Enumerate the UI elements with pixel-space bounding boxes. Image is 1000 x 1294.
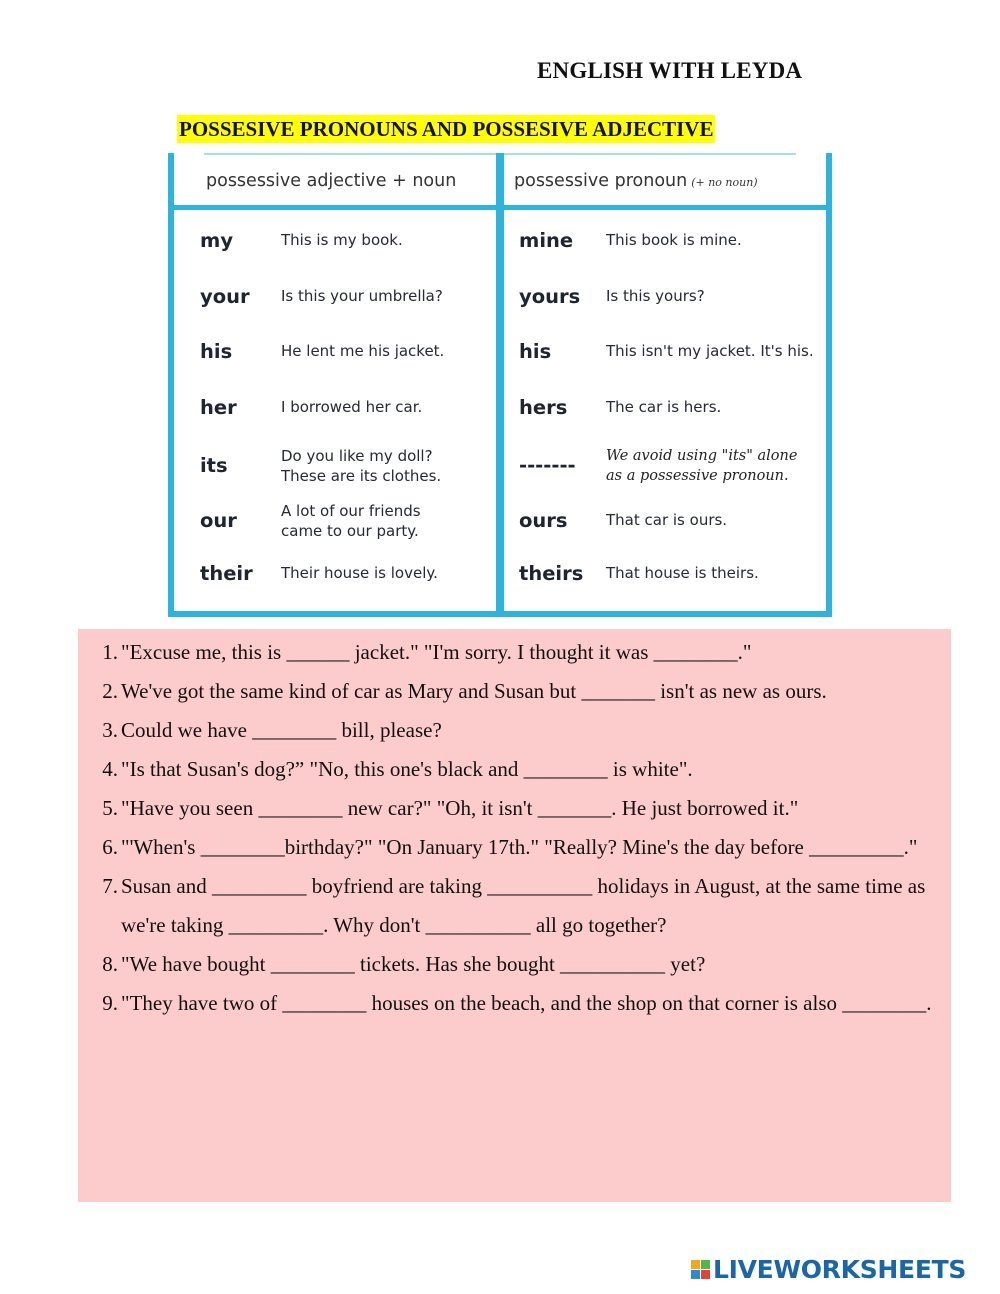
pronoun-example: That car is ours. (606, 511, 728, 529)
adjective-example: Their house is lovely. (281, 564, 438, 582)
exercise-item (78, 750, 951, 789)
exercise-list (78, 633, 951, 1023)
exercise-text: "Is that Susan's dog?” "No, this one's black and ________ is white". (121, 757, 693, 781)
exercise-text: Could we have ________ bill, please? (121, 718, 442, 742)
table-row (174, 502, 826, 545)
liveworksheets-logo[interactable] (691, 1254, 966, 1284)
logo-mark-icon (691, 1260, 710, 1279)
pronoun-heading-note: (+ no noun) (691, 176, 758, 189)
adjective-word: their (200, 562, 253, 585)
exercise-number: 6. (102, 835, 118, 859)
exercise-number: 2. (102, 679, 118, 703)
exercise-item (78, 867, 951, 945)
exercise-number: 3. (102, 718, 118, 742)
exercise-number: 4. (102, 757, 118, 781)
pronoun-example: This isn't my jacket. It's his. (606, 342, 814, 360)
pronoun-word: ours (519, 509, 568, 532)
adjective-word: your (200, 285, 250, 308)
adjective-example: A lot of our friends came to our party. (281, 502, 421, 540)
pronoun-example: Is this yours? (606, 287, 705, 305)
adjective-word: our (200, 509, 237, 532)
exercise-text: "Have you seen ________ new car?" "Oh, it isn't _______. He just borrowed it." (121, 796, 799, 820)
pronoun-column-heading (514, 171, 758, 191)
site-header: ENGLISH WITH LEYDA (537, 58, 803, 83)
adjective-word: its (200, 454, 228, 477)
table-row (174, 392, 826, 432)
pronoun-table (168, 153, 832, 617)
pronoun-word: ------- (519, 454, 576, 477)
pronoun-word: hers (519, 396, 568, 419)
pronoun-heading-text: possessive pronoun (514, 171, 688, 191)
pronoun-word: theirs (519, 562, 584, 585)
adjective-example: I borrowed her car. (281, 398, 423, 416)
table-row (174, 558, 826, 598)
pronoun-word: yours (519, 285, 581, 308)
exercise-item (78, 984, 951, 1023)
exercise-item (78, 672, 951, 711)
adjective-example: Do you like my doll? These are its clothes. (281, 447, 442, 485)
exercise-text: "Excuse me, this is ______ jacket." "I'm sorry. I thought it was ________." (121, 640, 752, 664)
pronoun-word: mine (519, 229, 574, 252)
adjective-example: This is my book. (281, 231, 403, 249)
adjective-word: his (200, 340, 233, 363)
table-header-rule (174, 205, 826, 210)
exercise-text: "They have two of ________ houses on the beach, and the shop on that corner is also ________. (121, 991, 932, 1015)
page-title: POSSESIVE PRONOUNS AND POSSESIVE ADJECTIVE (179, 117, 714, 141)
adjective-word: her (200, 396, 237, 419)
adjective-example: Is this your umbrella? (281, 287, 443, 305)
exercise-item (78, 828, 951, 867)
exercise-text: We've got the same kind of car as Mary and Susan but _______ isn't as new as ours. (121, 679, 827, 703)
table-row (174, 281, 826, 321)
adjective-example: He lent me his jacket. (281, 342, 445, 360)
table-row (174, 336, 826, 376)
exercise-text: "'When's ________birthday?" "On January 17th." "Really? Mine's the day before _________." (121, 835, 918, 859)
table-row (174, 447, 826, 490)
adjective-column-heading: possessive adjective + noun (206, 171, 457, 191)
exercise-item (78, 789, 951, 828)
pronoun-example: We avoid using "its" alone as a possessive pronoun. (606, 448, 798, 484)
exercise-item (78, 945, 951, 984)
exercise-box (78, 629, 951, 1202)
exercise-number: 7. (102, 874, 118, 898)
exercise-number: 1. (102, 640, 118, 664)
pronoun-example: This book is mine. (606, 231, 742, 249)
exercise-item (78, 711, 951, 750)
exercise-number: 9. (102, 991, 118, 1015)
pronoun-example: The car is hers. (606, 398, 722, 416)
exercise-text: "We have bought ________ tickets. Has she bought __________ yet? (121, 952, 706, 976)
exercise-number: 5. (102, 796, 118, 820)
pronoun-example: That house is theirs. (606, 564, 759, 582)
pronoun-word: his (519, 340, 552, 363)
exercise-number: 8. (102, 952, 118, 976)
adjective-word: my (200, 229, 234, 252)
table-row (174, 225, 826, 265)
exercise-item (78, 633, 951, 672)
logo-text: LIVEWORKSHEETS (713, 1254, 967, 1284)
exercise-text: Susan and _________ boyfriend are taking __________ holidays in August, at the same time as we're taking _________. Why don't __________ all go together? (121, 874, 926, 937)
